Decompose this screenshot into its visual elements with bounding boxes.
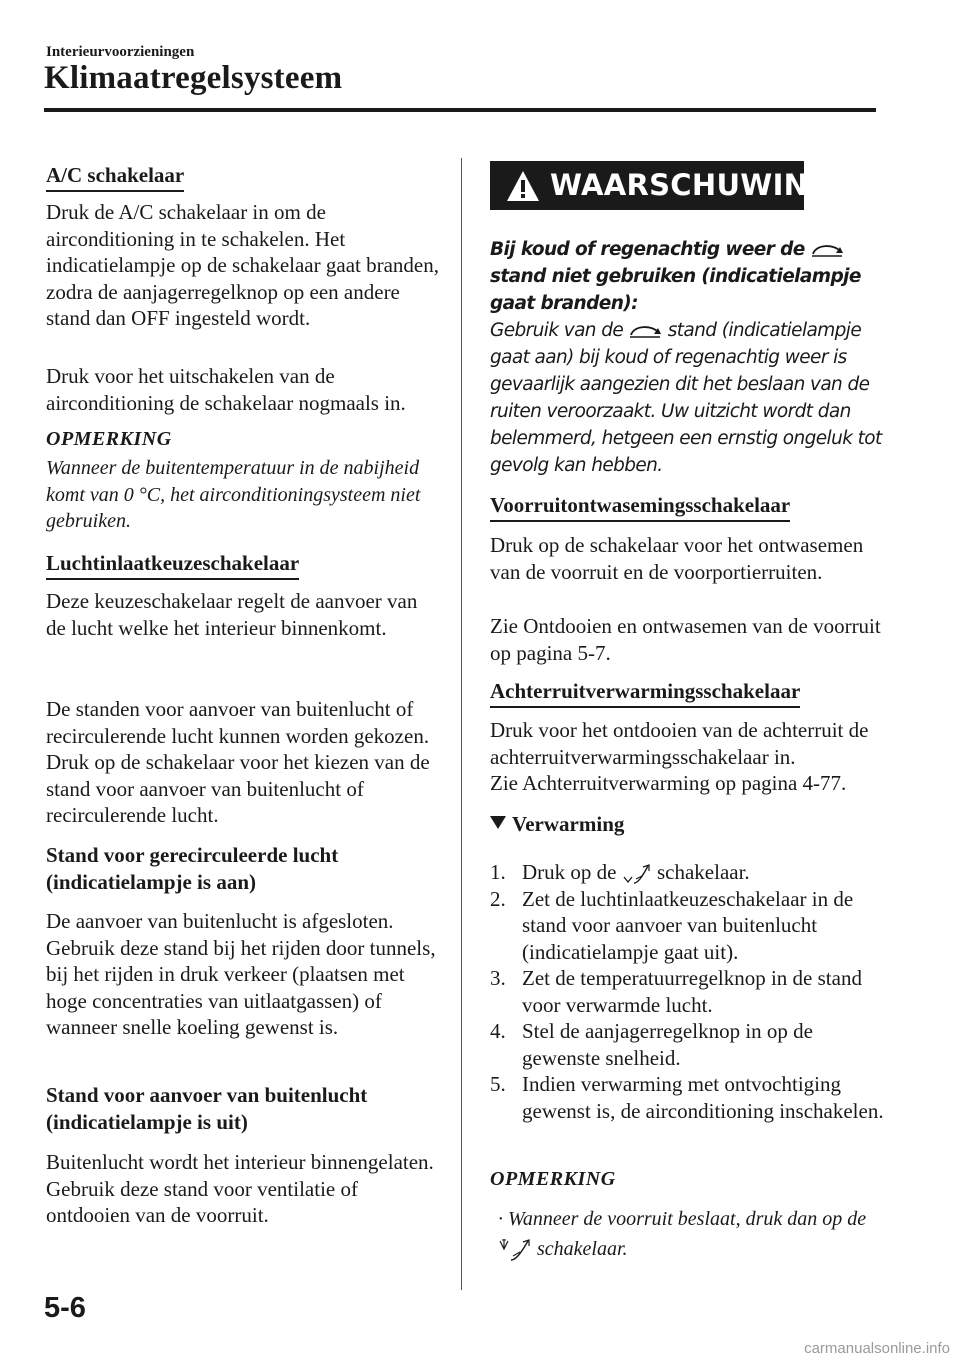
warning-text-b: stand (indicatielampje gaat aan) bij koud of regenachtig weer is gevaarlijk aangezien dit het beslaan van de ruiten veroorzaakt. Uw uitzicht wordt dan belemmerd, hetgeen een ernstig ongeluk tot gevolg kan hebben. <box>490 320 882 476</box>
warning-label: WAARSCHUWING <box>550 168 833 202</box>
warning-bold-b: stand niet gebruiken (indicatielampje gaat branden): <box>490 266 861 314</box>
step-text-a: Stel de aanjagerregelknop in op de gewenste snelheid. <box>522 1019 813 1070</box>
right-note-label: OPMERKING <box>490 1168 616 1190</box>
heating-heading-label: Verwarming <box>512 812 625 836</box>
page-number: 5-6 <box>44 1292 86 1324</box>
defog-text: Druk op de schakelaar voor het ontwasemen van de voorruit en de voorportierruiten. <box>490 533 864 584</box>
list-item <box>490 859 885 886</box>
ac-heading: A/C schakelaar <box>46 162 184 192</box>
chapter-title: Klimaatregelsysteem <box>44 60 343 96</box>
step-text-a: Zet de temperatuurregelknop in de stand voor verwarmde lucht. <box>522 966 862 1017</box>
rear-defroster-heading: Achterruitverwarmingsschakelaar <box>490 678 800 708</box>
heating-heading <box>490 812 624 837</box>
floor-defrost-icon <box>622 863 652 885</box>
step-number: 3. <box>490 966 506 990</box>
warning-banner <box>490 161 833 210</box>
recirc-subheading: Stand voor gerecirculeerde lucht (indicatielampje is aan) <box>46 843 339 894</box>
step-text-a: Indien verwarming met ontvochtiging gewenst is, de airconditioning inschakelen. <box>522 1072 884 1123</box>
bullet: · <box>498 1208 503 1230</box>
watermark: carmanualsonline.info <box>804 1340 950 1357</box>
step-number: 5. <box>490 1072 506 1096</box>
heating-steps <box>490 859 885 1124</box>
step-text-a: Druk op de <box>522 860 617 884</box>
list-item <box>490 1071 885 1124</box>
defrost-icon <box>498 1237 532 1263</box>
list-item <box>490 1018 885 1071</box>
step-text-b: schakelaar. <box>656 860 750 884</box>
recirculation-icon <box>810 242 844 258</box>
title-rule <box>44 108 876 112</box>
intake-heading: Luchtinlaatkeuzeschakelaar <box>46 550 299 580</box>
recirculation-icon <box>628 323 662 339</box>
warning-triangle-icon <box>506 170 540 202</box>
right-note-text <box>498 1204 878 1264</box>
intake-paragraph-1: Deze keuzeschakelaar regelt de aanvoer van de lucht welke het interieur binnenkomt. <box>46 589 418 640</box>
outside-air-subheading: Stand voor aanvoer van buitenlucht (indicatielampje is uit) <box>46 1083 368 1134</box>
note-label: OPMERKING <box>46 428 172 450</box>
step-number: 1. <box>490 860 506 884</box>
note-text-b: schakelaar. <box>537 1238 628 1260</box>
warning-text <box>490 236 885 479</box>
list-item <box>490 886 885 966</box>
recirc-text: De aanvoer van buitenlucht is afgesloten. Gebruik deze stand bij het rijden door tunnels, bij het rijden in druk verkeer (plaatsen met hoge concentraties van uitlaatgassen) of wanneer snelle koeling gewenst is. <box>46 909 436 1039</box>
defog-heading: Voorruitontwasemingsschakelaar <box>490 492 790 522</box>
outside-air-text: Buitenlucht wordt het interieur binnengelaten. Gebruik deze stand voor ventilatie of ontdooien van de voorruit. <box>46 1150 434 1227</box>
note-text: Wanneer de buitentemperatuur in de nabijheid komt van 0 °C, het airconditioningsysteem niet gebruiken. <box>46 457 421 532</box>
intake-paragraph-2: De standen voor aanvoer van buitenlucht of recirculerende lucht kunnen worden gekozen. Druk op de schakelaar voor het kiezen van de stand voor aanvoer van buitenlucht of recirculerende lucht. <box>46 697 430 827</box>
step-number: 2. <box>490 886 506 911</box>
note-text-a: Wanneer de voorruit beslaat, druk dan op de <box>508 1208 867 1230</box>
rear-defroster-reference: Zie Achterruitverwarming op pagina 4-77. <box>490 771 847 795</box>
column-divider <box>461 158 462 1290</box>
warning-text-a: Gebruik van de <box>490 320 624 341</box>
ac-paragraph-2: Druk voor het uitschakelen van de airconditioning de schakelaar nogmaals in. <box>46 364 406 415</box>
step-text-a: Zet de luchtinlaatkeuzeschakelaar in de stand voor aanvoer van buitenlucht (indicatielampje gaat uit). <box>522 886 854 964</box>
step-number: 4. <box>490 1019 506 1043</box>
rear-defroster-text: Druk voor het ontdooien van de achterruit de achterruitverwarmingsschakelaar in. <box>490 718 869 769</box>
triangle-down-icon <box>490 816 506 829</box>
defog-reference: Zie Ontdooien en ontwasemen van de voorruit op pagina 5-7. <box>490 614 881 665</box>
ac-paragraph-1: Druk de A/C schakelaar in om de airconditioning in te schakelen. Het indicatielampje op de schakelaar gaat branden, zodra de aanjagerregelknop op een andere stand dan OFF ingesteld wordt. <box>46 200 439 330</box>
warning-bold-a: Bij koud of regenachtig weer de <box>490 239 805 260</box>
list-item <box>490 965 885 1018</box>
section-label: Interieurvoorzieningen <box>46 44 195 60</box>
